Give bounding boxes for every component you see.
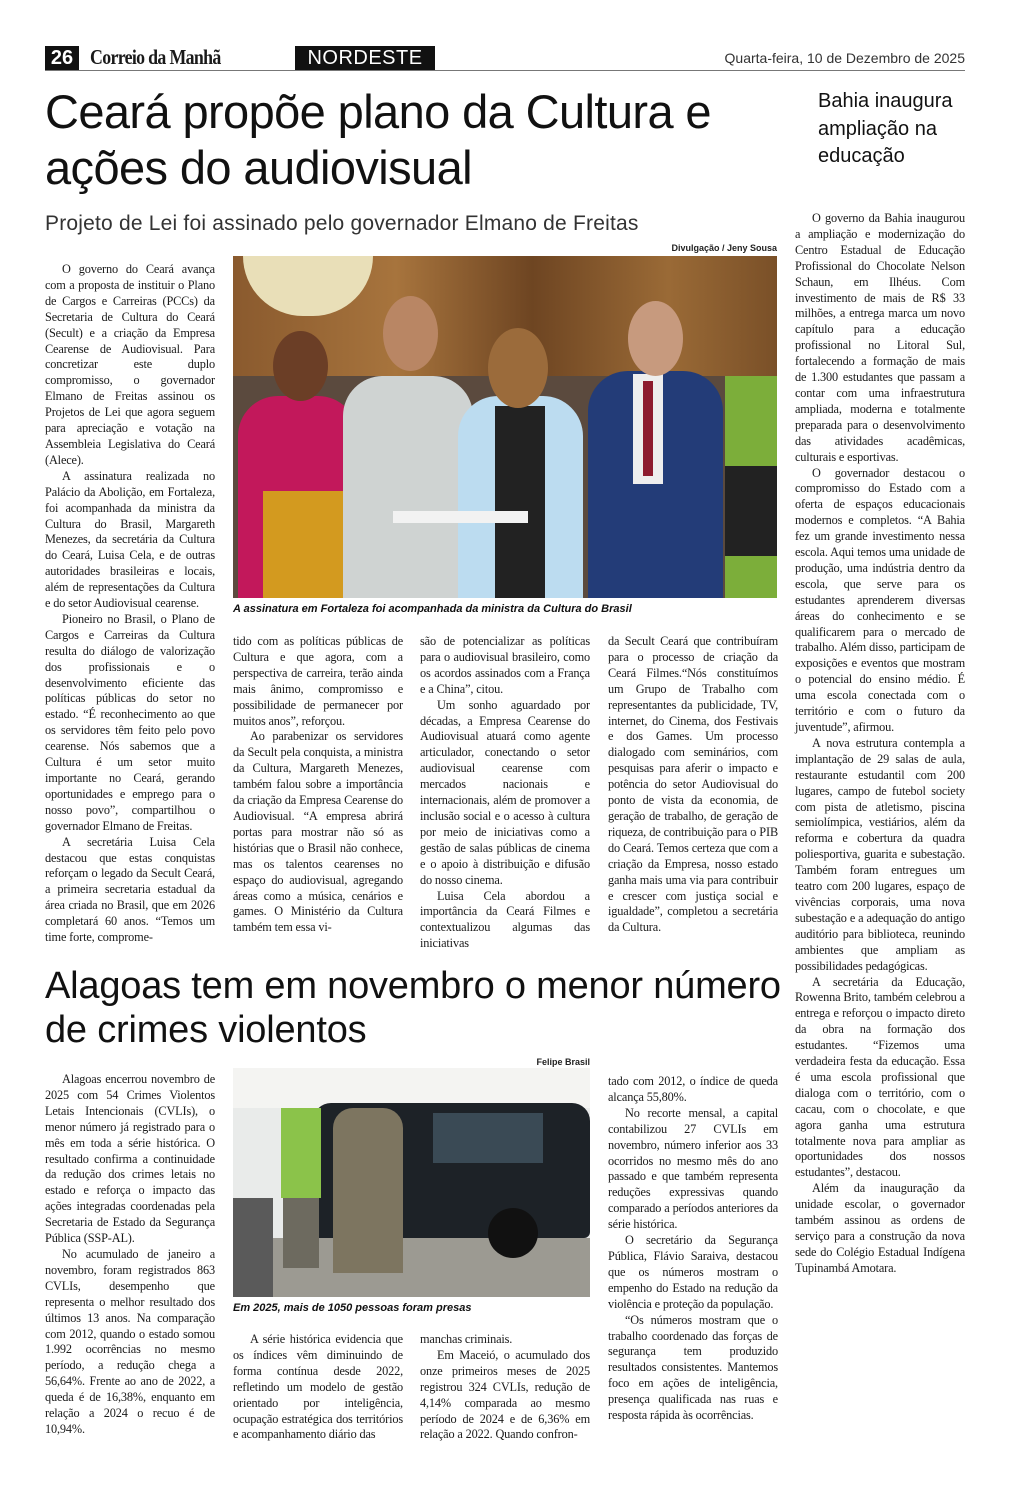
paragraph: da Secult Ceará que contribuíram para o processo de criação da Ceará Filmes.“Nós constituímos um Grupo de Trabalho com representantes da publicidade, TV, internet, do Cinema, dos Festivais e dos Games. Um processo dialogado com seminários, com pesquisas para aferir o impacto e potência do setor Audiovisual do ponto de vista da economia, de geração de trabalho, de geração de riqueza, de contribuição para o PIB do Ceará. Temos certeza que com a criação da Empresa, nosso estado ganha mais uma via para contribuir e crescer com justiça social e igualdade”, completou a secretária da Cultura. — [608, 634, 778, 935]
article-column-1 — [45, 1072, 215, 1438]
paragraph: O governo da Bahia inaugurou a ampliação e modernização do Centro Estadual de Educação Profissional do Chocolate Nelson Schaun, em Ilhéus. Com investimento de mais de R$ 33 milhões, a entrega marca um novo capítulo para a educação profissional no Litoral Sul, fortalecendo a formação de mais de 1.300 estudantes que passam a contar com uma infraestrutura ampliada, moderna e totalmente preparada para o desenvolvimento das atividades acadêmicas, culturais e esportivas. — [795, 211, 965, 464]
paragraph: Luisa Cela abordou a importância da Ceará Filmes e contextualizou algumas das iniciativas — [420, 888, 590, 951]
paragraph: A secretária da Educação, Rowenna Brito, também celebrou a entrega e reforçou o impacto direto da obra na formação dos estudantes. “Fizemos uma verdadeira festa da educação. Essa é uma escola profissional que dialoga com o território, com o cacau, com o chocolate, e que agora ganha uma estrutura totalmente nova para ampliar as oportunidades dos nossos estudantes”, destacou. — [795, 974, 965, 1180]
paragraph: Ao parabenizar os servidores da Secult pela conquista, a ministra da Cultura, Margareth Menezes, também falou sobre a importância da criação da Empresa Cearense do Audiovisual. “A empresa abrirá portas para mostrar não só as histórias que o Brasil não conhece, mas os talentos cearenses no espaço do audiovisual, agregando áreas como a música, cenários e games. O Ministério da Cultura também tem essa vi- — [233, 729, 403, 935]
paragraph: A série histórica evidencia que os índices vêm diminuindo de forma contínua desde 2022, refletindo um modelo de gestão orientado por inteligência, ocupação estratégica dos territórios e acompanhamento diário das — [233, 1332, 403, 1442]
paragraph: A assinatura realizada no Palácio da Abolição, em Fortaleza, foi acompanhada da ministra da Cultura do Brasil, Margareth Menezes, da secretária da Cultura do Ceará, Luisa Cela, e de outras autoridades brasileiras e locais, além de representações da Cultura e do setor Audiovisual cearense. — [45, 468, 215, 611]
paragraph: tado com 2012, o índice de queda alcança 55,80%. — [608, 1074, 778, 1104]
article-column-3 — [420, 1332, 590, 1443]
section-label: NORDESTE — [295, 46, 435, 70]
paragraph: O governo do Ceará avança com a proposta de instituir o Plano de Cargos e Carreiras (PCCs) da Secretaria de Cultura do Ceará (Secult) e a criação da Empresa Cearense de Audiovisual. Para concretizar este duplo compromisso, o governador Elmano de Freitas assinou os Projetos de Lei que agora seguem para apreciação e votação na Assembleia Legislativa do Ceará (Alece). — [45, 262, 215, 467]
paragraph: Pioneiro no Brasil, o Plano de Cargos e Carreiras da Cultura resulta do diálogo de valorização dos profissionais e o desenvolvimento eficiente das políticas públicas do setor no estado. “É reconhecimento ao que os servidores têm feito pelo povo cearense. Nós sabemos que a Cultura é um setor muito importante no Ceará, gerando oportunidades e emprego para o nosso povo”, compartilhou o governador Elmano de Freitas. — [45, 611, 215, 833]
paragraph: A nova estrutura contempla a implantação de 29 salas de aula, restaurante estudantil com 200 lugares, campo de futebol society com pista de atletismo, piscina semiolímpica, vestiários, além da reforma e cobertura da quadra poliesportiva, guarita e subestação. Também foram entregues um teatro com 200 lugares, espaço de vivências corporais, uma nova subestação e a adequação do antigo auditório para biblioteca, reunindo ambientes que ampliam as possibilidades pedagógicas. — [795, 735, 965, 973]
masthead-logo: Correio da Manhã — [90, 45, 221, 69]
article-column-1 — [45, 262, 215, 946]
paragraph: No recorte mensal, a capital contabilizou 27 CVLIs em novembro, número inferior aos 33 ocorridos no mesmo mês do ano passado e que também representa reduções expressivas quando comparado a períodos anteriores da série histórica. — [608, 1105, 778, 1232]
article-headline: Alagoas tem em novembro o menor número de crimes violentos — [45, 965, 781, 1051]
photo-credit: Divulgação / Jeny Sousa — [671, 243, 777, 253]
paragraph: Além da inauguração da unidade escolar, o governador também assinou as ordens de serviço para a construção da nova sede do Colégio Estadual Indígena Tupinambá Amotara. — [795, 1181, 965, 1275]
issue-date: Quarta-feira, 10 de Dezembro de 2025 — [724, 50, 965, 66]
article-column-4 — [608, 1074, 778, 1424]
paragraph: Um sonho aguardado por décadas, a Empresa Cearense do Audiovisual atuará como agente articulador, conectando o setor audiovisual cearense com mercados nacionais e internacionais, além de promover a inclusão social e o acesso à cultura por meio de iniciativas como a gestão de salas públicas de cinema e o apoio à distribuição e difusão do nosso cinema. — [420, 697, 590, 887]
page-number: 26 — [45, 46, 79, 70]
paragraph: tido com as políticas públicas de Cultura e que agora, com a perspectiva de carreira, terão ainda mais ânimo, compromisso e possibilidade de permanecer por muitos anos”, reforçou. — [233, 634, 403, 728]
sidebar-column — [795, 211, 965, 1277]
article-column-3 — [420, 634, 590, 952]
paragraph: são de potencializar as políticas para o audiovisual brasileiro, como os acordos assinados com a França e a China”, citou. — [420, 634, 590, 696]
paragraph: A secretária Luisa Cela destacou que estas conquistas reforçam o legado da Secult Ceará, a primeira secretaria estadual da área criada no Brasil, que em 2026 completará 60 anos. “Temos um time forte, comprome- — [45, 834, 215, 945]
photo-caption: A assinatura em Fortaleza foi acompanhada da ministra da Cultura do Brasil — [233, 603, 632, 615]
paragraph: “Os números mostram que o trabalho coordenado das forças de segurança tem produzido resultados consistentes. Mantemos foco em ações de inteligência, presença qualificada nas ruas e resposta rápida às ocorrências. — [608, 1312, 778, 1423]
paragraph: manchas criminais. — [420, 1332, 513, 1346]
article-subtitle: Projeto de Lei foi assinado pelo governador Elmano de Freitas — [45, 212, 639, 235]
sidebar-headline: Bahia inaugura ampliação na educação — [818, 90, 953, 167]
photo-caption: Em 2025, mais de 1050 pessoas foram presas — [233, 1302, 472, 1314]
article-column-2 — [233, 634, 403, 936]
article-photo-police-arrest — [233, 1068, 590, 1297]
photo-credit: Felipe Brasil — [536, 1057, 590, 1067]
paragraph: O secretário da Segurança Pública, Flávio Saraiva, destacou que os números mostram o empenho do Estado na redução da violência e proteção da população. — [608, 1233, 778, 1311]
article-headline: Ceará propõe plano da Cultura e ações do audiovisual — [45, 85, 711, 194]
paragraph: Em Maceió, o acumulado dos onze primeiros meses de 2025 registrou 324 CVLIs, redução de 4,14% comparada ao mesmo período de 2024 e de 6,36% em relação a 2022. Quando confron- — [420, 1347, 590, 1442]
article-column-2 — [233, 1332, 403, 1443]
article-column-4 — [608, 634, 778, 936]
paragraph: O governador destacou o compromisso do Estado com a oferta de espaços educacionais modernos e completos. “A Bahia fez um grande investimento nessa escola. Aqui temos uma unidade de produção, uma indústria dentro da escola, que serve para os estudantes aprenderem diversas áreas do conhecimento e se qualificarem para o mercado de trabalho. Além disso, participam de exposições e eventos que mostram o potencial do ensino médio. É uma escola conectada com o território e com o futuro da juventude”, afirmou. — [795, 465, 965, 734]
article-photo-signing-ceremony — [233, 256, 777, 598]
paragraph: Alagoas encerrou novembro de 2025 com 54 Crimes Violentos Letais Intencionais (CVLIs), o menor número já registrado para o mês em toda a série histórica. O resultado confirma a continuidade da redução dos crimes letais no estado e reforça o impacto das ações integradas coordenadas pela Secretaria de Estado da Segurança Pública (SSP-AL). — [45, 1072, 215, 1246]
paragraph: No acumulado de janeiro a novembro, foram registrados 863 CVLIs, desempenho que representa o melhor resultado dos últimos 13 anos. Na comparação com 2012, quando o estado somou 1.992 ocorrências no mesmo período, a redução chega a 56,64%. Frente ao ano de 2022, a queda é de 16,38%, enquanto em relação a 2024 o recuo é de 10,94%. — [45, 1246, 215, 1436]
header-divider — [45, 70, 965, 71]
